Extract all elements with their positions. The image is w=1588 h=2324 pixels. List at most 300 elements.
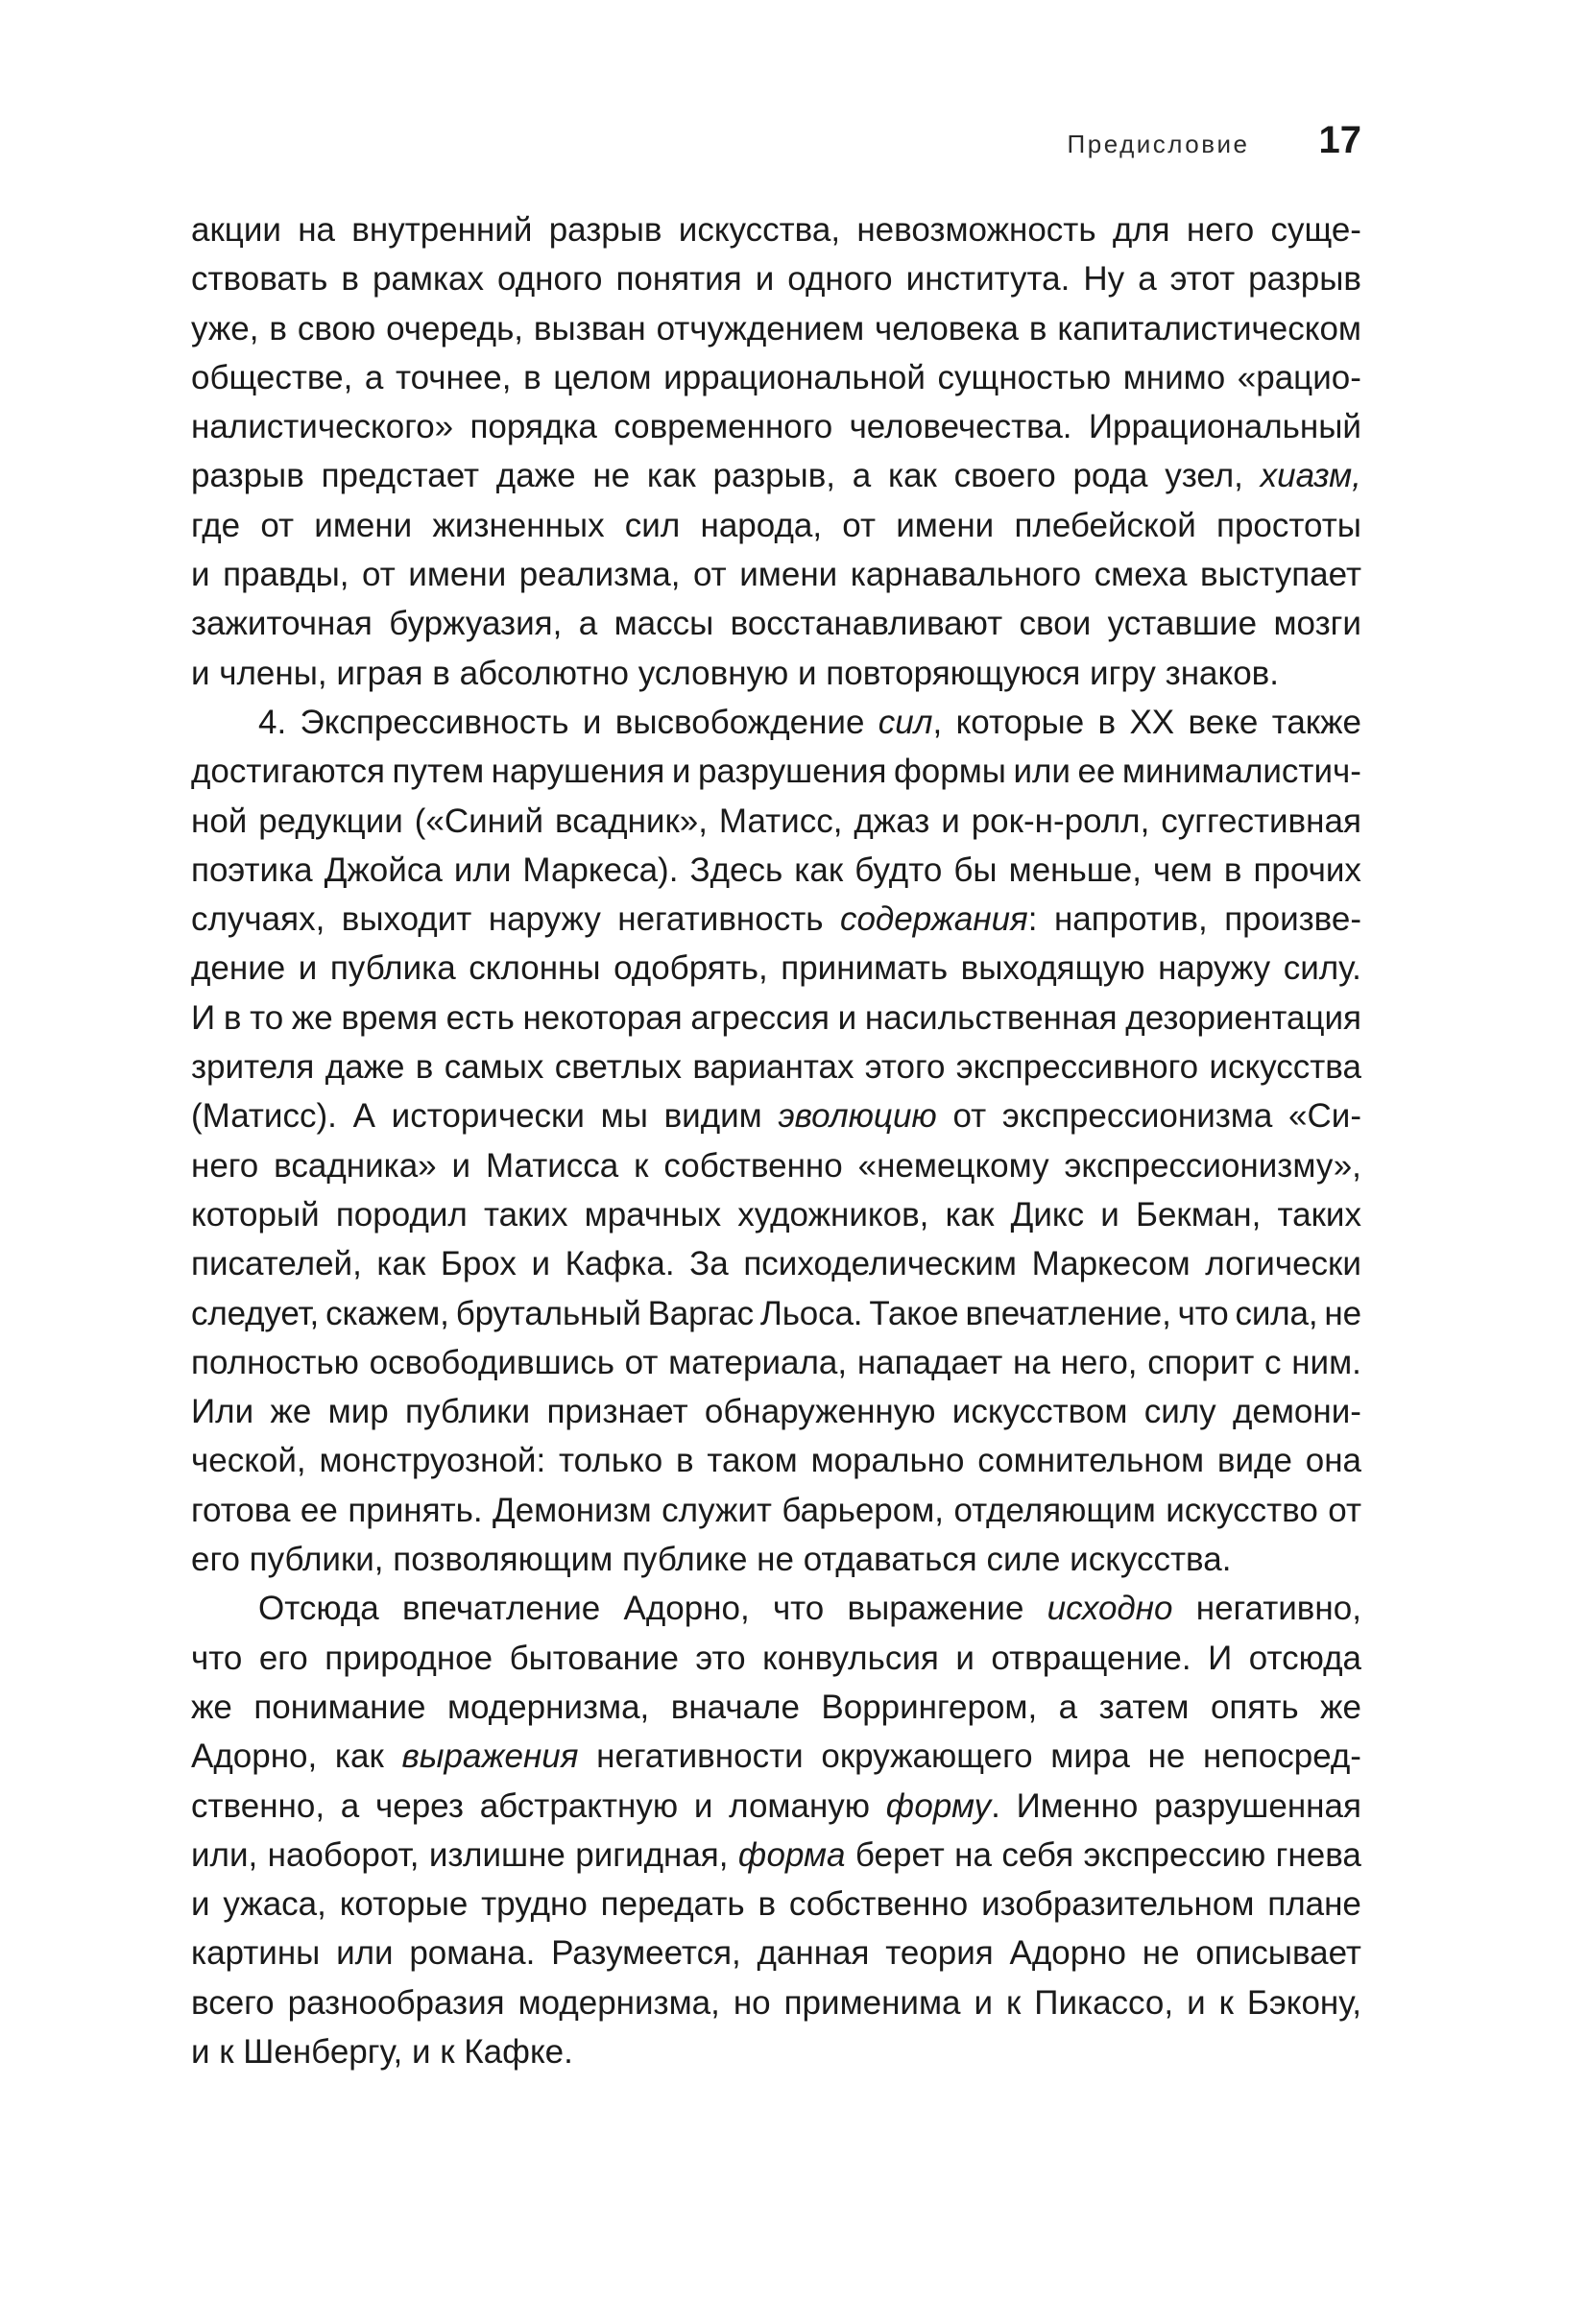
word: [1276, 1831, 1361, 1880]
word: [952, 1091, 986, 1140]
text-segment: опять: [1210, 1688, 1299, 1726]
text-segment: агрессия: [690, 998, 830, 1037]
word: [191, 797, 247, 846]
word: [664, 1091, 762, 1140]
text-segment: ,: [932, 703, 943, 741]
text-segment: веке: [1188, 703, 1259, 741]
word: [1284, 944, 1361, 993]
text-segment: породил: [335, 1195, 468, 1234]
text-segment: себя: [1001, 1835, 1074, 1874]
word: [1098, 698, 1117, 747]
text-segment: одного: [497, 260, 603, 299]
text-segment: искусства,: [678, 211, 841, 249]
text-segment: через: [375, 1786, 464, 1825]
text-line: [191, 402, 1361, 451]
word: [1273, 599, 1361, 648]
text-segment: произве-: [1224, 900, 1361, 939]
text-segment: склонны: [469, 949, 601, 988]
word: [614, 944, 768, 993]
text-segment: в: [676, 1442, 694, 1480]
text-segment: от: [842, 506, 877, 544]
word: [1057, 304, 1361, 353]
text-segment: и: [837, 998, 857, 1037]
word: [615, 254, 741, 303]
word: [523, 353, 541, 402]
word: [370, 1338, 614, 1387]
text-line: [191, 1289, 1361, 1338]
text-segment: XX: [1129, 703, 1175, 741]
word: [1161, 797, 1361, 846]
text-segment: как: [376, 1245, 426, 1283]
text-segment: ее: [1077, 753, 1116, 791]
text-segment: ригидная,: [575, 1835, 729, 1874]
word: [842, 501, 876, 550]
page-number: 17: [1318, 119, 1361, 161]
word: [1006, 1978, 1021, 2027]
text-segment: рок-н-ролл,: [971, 802, 1150, 840]
text-segment: редукции: [258, 802, 403, 840]
word: [1196, 1584, 1361, 1633]
word: [671, 1683, 800, 1732]
word: [1224, 846, 1242, 895]
text-segment: абстрактную: [479, 1786, 679, 1825]
word: [325, 1634, 493, 1683]
text-segment: не: [592, 457, 631, 495]
text-segment: в: [758, 1885, 777, 1924]
text-segment: логически: [1205, 1245, 1361, 1283]
word: [575, 1831, 728, 1880]
text-line: [191, 846, 1361, 895]
word: [662, 1486, 772, 1535]
word: [701, 501, 823, 550]
word: [782, 1486, 944, 1535]
text-segment: непосред-: [1203, 1737, 1361, 1776]
word: [865, 994, 1118, 1042]
text-line: [191, 1929, 1361, 1977]
text-segment: мы: [600, 1097, 648, 1136]
word: [855, 1831, 945, 1880]
text-segment: в: [341, 260, 359, 299]
text-segment: путем: [392, 753, 485, 791]
word: [1032, 1239, 1191, 1288]
text-segment: собственно: [663, 1146, 843, 1185]
word: [328, 1387, 389, 1436]
text-segment: напротив,: [1053, 900, 1208, 939]
word: [191, 1486, 290, 1535]
word: [1153, 846, 1213, 895]
word: [402, 1584, 600, 1633]
text-segment: :: [1027, 900, 1038, 939]
word: [1047, 1584, 1173, 1633]
text-segment: простоты: [1216, 506, 1361, 544]
word: [778, 1091, 936, 1140]
italic-text: содержания: [839, 900, 1028, 939]
word: [1158, 944, 1270, 993]
text-segment: Кафка.: [565, 1245, 675, 1283]
text-segment: И: [1208, 1639, 1233, 1677]
text-segment: применима: [783, 1983, 961, 2022]
word: [258, 797, 403, 846]
word: [191, 599, 373, 648]
text-segment: «рацио-: [1237, 358, 1361, 396]
text-segment: выступает: [1200, 556, 1361, 594]
word: [446, 994, 515, 1042]
text-segment: своего: [953, 457, 1056, 495]
text-segment: Маркеса).: [522, 851, 679, 889]
word: [712, 451, 835, 500]
word: [941, 797, 960, 846]
word: [875, 304, 1019, 353]
word: [191, 994, 215, 1042]
text-segment: в: [1097, 703, 1117, 741]
word: [191, 451, 304, 500]
text-segment: который: [191, 1195, 320, 1234]
word: [1291, 1338, 1361, 1387]
text-segment: Такое: [869, 1294, 959, 1332]
text-segment: искусством: [951, 1393, 1128, 1431]
word: [342, 895, 472, 944]
text-segment: это: [695, 1639, 746, 1677]
text-segment: отчуждением: [656, 309, 865, 347]
text-segment: только: [559, 1442, 663, 1480]
word: [679, 205, 840, 254]
text-segment: к: [1218, 1983, 1234, 2022]
text-line: [191, 1782, 1361, 1831]
word: [301, 1486, 338, 1535]
text-segment: писателей,: [191, 1245, 362, 1283]
word: [974, 1978, 993, 2027]
word: [1002, 1091, 1272, 1140]
word: [689, 846, 782, 895]
word: [484, 1190, 567, 1239]
text-segment: мнимо: [1122, 358, 1226, 396]
text-segment: изобразительном: [981, 1885, 1255, 1924]
word: [522, 994, 682, 1042]
text-segment: брутальный: [455, 1294, 641, 1332]
word: [694, 1782, 713, 1831]
text-segment: же: [291, 998, 333, 1037]
word: [389, 599, 562, 648]
word: [1020, 599, 1092, 648]
text-segment: рамках: [372, 260, 485, 299]
text-segment: реализма,: [518, 556, 681, 594]
word: [341, 994, 438, 1042]
text-segment: обществе,: [191, 358, 353, 396]
word: [1219, 1978, 1234, 2027]
word: [416, 1042, 434, 1091]
text-segment: а: [340, 1786, 360, 1825]
text-segment: и: [298, 949, 318, 988]
text-segment: ствовать: [191, 260, 328, 299]
word: [1187, 205, 1254, 254]
text-segment: как: [945, 1195, 995, 1234]
word: [432, 501, 604, 550]
text-line: [191, 1190, 1361, 1239]
text-segment: одного: [787, 260, 893, 299]
text-segment: психоделическим: [743, 1245, 1017, 1283]
text-line: [191, 747, 1361, 796]
word: [865, 1042, 946, 1091]
text-segment: трудно: [481, 1885, 588, 1924]
text-segment: данная: [757, 1934, 870, 1973]
text-segment: от: [624, 1343, 659, 1381]
word: [707, 1436, 797, 1485]
word: [1136, 1190, 1261, 1239]
word: [1270, 205, 1361, 254]
text-segment: Воррингером,: [821, 1688, 1038, 1726]
text-segment: и: [191, 1885, 210, 1924]
text-segment: и: [693, 1786, 713, 1825]
text-segment: Экспрессивность: [300, 703, 569, 741]
word: [878, 698, 942, 747]
word: [953, 846, 997, 895]
text-segment: Варгас: [647, 1294, 754, 1332]
text-segment: которые: [955, 703, 1085, 741]
text-segment: бытование: [509, 1639, 679, 1677]
text-segment: экспрессионизму»,: [1064, 1146, 1361, 1185]
word: [663, 1141, 842, 1190]
word: [1189, 698, 1259, 747]
word: [1089, 402, 1361, 451]
word: [274, 1141, 436, 1190]
word: [268, 1831, 420, 1880]
text-line: [191, 353, 1361, 402]
word: [335, 1732, 384, 1781]
text-segment: полностью: [191, 1343, 359, 1381]
word: [1233, 1387, 1361, 1436]
word: [614, 599, 714, 648]
text-segment: отсюда: [1248, 1639, 1361, 1677]
text-segment: что: [1177, 1294, 1229, 1332]
text-segment: человека: [874, 309, 1020, 347]
word: [258, 1584, 379, 1633]
word: [365, 353, 383, 402]
text-segment: этого: [864, 1048, 946, 1087]
word: [692, 1042, 854, 1091]
text-segment: таком: [707, 1442, 798, 1480]
text-segment: него,: [1060, 1343, 1138, 1381]
word: [191, 550, 210, 599]
text-segment: таких: [484, 1195, 568, 1234]
word: [1011, 1190, 1084, 1239]
italic-text: форму: [885, 1786, 992, 1825]
italic-text: эволюцию: [778, 1097, 937, 1136]
word: [1147, 1338, 1254, 1387]
word: [1029, 304, 1047, 353]
text-segment: принять.: [348, 1491, 483, 1529]
word: [1166, 1486, 1318, 1535]
word: [579, 599, 597, 648]
word: [492, 747, 665, 796]
text-segment: природное: [325, 1639, 493, 1677]
text-segment: видим: [663, 1097, 762, 1136]
text-segment: монструозной:: [319, 1442, 546, 1480]
text-segment: Дикс: [1010, 1195, 1085, 1234]
text-segment: А: [352, 1097, 375, 1136]
text-line: [191, 1239, 1361, 1288]
word: [853, 451, 871, 500]
word: [896, 501, 994, 550]
text-line: [191, 501, 1361, 550]
word: [191, 895, 325, 944]
text-segment: самых: [444, 1048, 544, 1087]
text-segment: этот: [1169, 260, 1236, 299]
text-segment: порядка: [469, 408, 597, 446]
text-segment: Ну: [1083, 260, 1125, 299]
word: [1165, 451, 1243, 500]
word: [850, 402, 1072, 451]
word: [888, 451, 937, 500]
word: [592, 451, 630, 500]
text-segment: него: [191, 1146, 259, 1185]
text-segment: мир: [327, 1393, 389, 1431]
word: [1095, 550, 1188, 599]
text-segment: Разумеется,: [551, 1934, 741, 1973]
text-segment: нападает: [856, 1343, 1003, 1381]
text-segment: всадник»,: [555, 802, 708, 840]
word: [258, 698, 286, 747]
text-segment: нарушения: [491, 753, 665, 791]
text-segment: него: [1186, 211, 1255, 249]
text-segment: а: [364, 358, 384, 396]
text-segment: с: [1263, 1343, 1282, 1381]
text-segment: очередь,: [386, 309, 524, 347]
word: [668, 1338, 847, 1387]
text-segment: искусства: [1209, 1048, 1361, 1087]
text-segment: Бекман,: [1135, 1195, 1262, 1234]
word: [191, 1831, 257, 1880]
word: [373, 254, 484, 303]
word: [1277, 1190, 1360, 1239]
word: [719, 797, 843, 846]
word: [758, 1880, 776, 1929]
text-segment: не: [1142, 1934, 1180, 1973]
text-line: [191, 1535, 1361, 1584]
text-segment: современного: [614, 408, 833, 446]
word: [1272, 698, 1361, 747]
text-segment: Или: [191, 1393, 254, 1431]
word: [191, 1338, 359, 1387]
text-segment: За: [689, 1245, 729, 1283]
word: [1320, 1683, 1361, 1732]
text-segment: имени: [408, 556, 507, 594]
word: [698, 747, 887, 796]
text-segment: наружу: [1158, 949, 1271, 988]
text-segment: исторически: [391, 1097, 585, 1136]
word: [330, 944, 456, 993]
text-segment: не: [1324, 1294, 1361, 1332]
text-segment: Брох: [440, 1245, 517, 1283]
text-segment: формы: [894, 753, 1006, 791]
word: [952, 1387, 1128, 1436]
text-line: [191, 254, 1361, 303]
italic-text: выражения: [401, 1737, 579, 1776]
word: [784, 1978, 961, 2027]
word: [894, 747, 1006, 796]
text-segment: рода: [1072, 457, 1148, 495]
word: [729, 1782, 870, 1831]
text-segment: Матисс,: [718, 802, 843, 840]
word: [676, 1436, 694, 1485]
word: [341, 1782, 359, 1831]
text-line: [191, 1436, 1361, 1485]
word: [191, 1042, 314, 1091]
text-segment: которые: [339, 1885, 469, 1924]
text-segment: и к Шенбергу, и к Кафке.: [191, 2032, 573, 2071]
text-segment: ческой,: [191, 1442, 306, 1480]
word: [191, 846, 313, 895]
word: [325, 846, 443, 895]
word: [821, 1683, 1037, 1732]
text-segment: И: [191, 998, 216, 1037]
word: [191, 747, 385, 796]
word: [695, 1634, 745, 1683]
text-segment: Адорно,: [191, 1737, 318, 1776]
text-segment: бы: [953, 851, 998, 889]
text-segment: разрыв: [191, 457, 304, 495]
word: [1013, 1338, 1050, 1387]
text-segment: разрыв: [1248, 260, 1361, 299]
word: [991, 1634, 1191, 1683]
text-segment: следует,: [191, 1294, 320, 1332]
text-segment: Пикассо,: [1034, 1983, 1174, 2022]
text-segment: джаз: [854, 802, 930, 840]
word: [325, 1042, 405, 1091]
word: [224, 994, 242, 1042]
word: [1217, 1436, 1292, 1485]
text-segment: смеха: [1094, 556, 1188, 594]
text-segment: дезориентация: [1125, 998, 1361, 1037]
text-line: [191, 649, 1361, 698]
word: [191, 1732, 317, 1781]
word: [191, 1978, 275, 2027]
text-segment: чем: [1153, 851, 1213, 889]
word: [191, 1683, 232, 1732]
text-segment: вызван: [533, 309, 646, 347]
word: [838, 994, 857, 1042]
word: [489, 895, 601, 944]
text-segment: уже,: [191, 309, 259, 347]
word: [441, 1239, 517, 1288]
text-segment: и: [955, 1639, 974, 1677]
word: [522, 846, 678, 895]
word: [1236, 1289, 1318, 1338]
word: [336, 1929, 394, 1977]
word: [663, 353, 926, 402]
word: [1288, 1091, 1361, 1140]
text-segment: насильственная: [864, 998, 1118, 1037]
text-segment: ужаса,: [223, 1885, 326, 1924]
text-segment: экспрессию: [1083, 1835, 1266, 1874]
text-segment: публики: [405, 1393, 531, 1431]
text-segment: плебейской: [1014, 506, 1196, 544]
word: [559, 1436, 662, 1485]
text-segment: наоборот,: [267, 1835, 420, 1874]
word: [1034, 1978, 1173, 2027]
text-segment: выражение: [847, 1590, 1024, 1628]
word: [1138, 254, 1156, 303]
word: [325, 1289, 449, 1338]
text-segment: освободившись: [369, 1343, 614, 1381]
word: [1054, 895, 1208, 944]
word: [270, 1387, 311, 1436]
word: [191, 1929, 320, 1977]
word: [1125, 994, 1361, 1042]
word: [497, 254, 602, 303]
text-segment: готова: [191, 1491, 291, 1529]
text-line: [191, 1387, 1361, 1436]
text-line: [191, 1338, 1361, 1387]
